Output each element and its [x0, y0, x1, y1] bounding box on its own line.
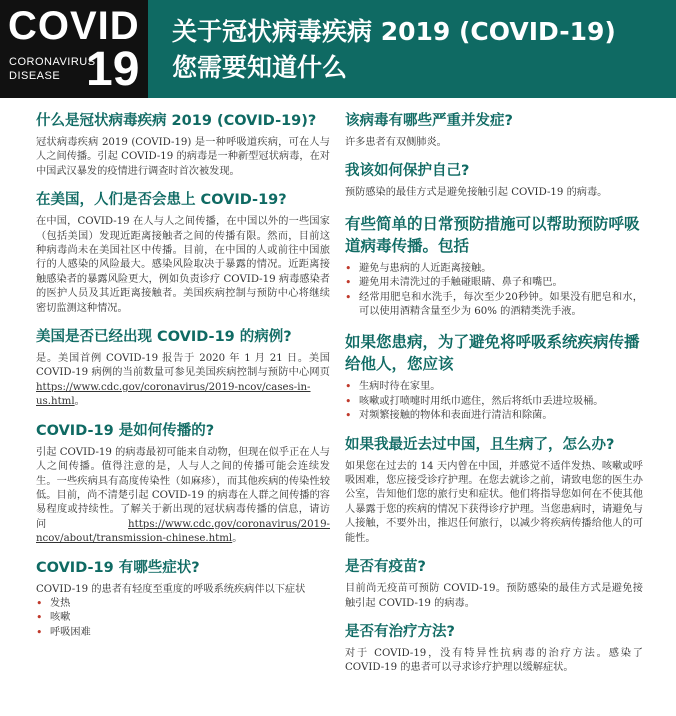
- section-us-cases: [36, 328, 330, 410]
- section-complications: [345, 112, 643, 150]
- section-body: [36, 446, 330, 547]
- list-item: • 对频繁接触的物体和表面进行清洁和除菌。: [345, 409, 643, 423]
- left-column: [36, 112, 330, 652]
- section-title: 该病毒有哪些严重并发症?: [345, 113, 513, 129]
- section-symptoms: [36, 559, 330, 641]
- section-treatment: [345, 623, 643, 676]
- section-title: 美国是否已经出现 COVID-19 的病例?: [36, 329, 292, 346]
- section-transmission: [36, 422, 330, 547]
- section-title: COVID-19 是如何传播的?: [36, 422, 215, 439]
- section-title: 有些简单的日常预防措施可以帮助预防呼吸道病毒传播。包括: [345, 214, 640, 255]
- prevention-list: [345, 262, 643, 320]
- section-body: 在中国，COVID-19 在人与人之间传播，在中国以外的一些国家（包括美国）发现近距离接触者之间的传播有限。然而，目前这种病毒尚未在美国社区中传播。目前，在中国的人或前往中国旅行的人感染的风险最大。感染风险取决于暴露的情况。近距离接触感染者的暴露风险更大，例如负责诊疗 COVID-19 病毒感染者的医护人员及其近距离接触者。美国疾病控制与预防中心将继续密切监测这种情况。: [36, 216, 330, 314]
- section-title: 我该如何保护自己?: [345, 163, 470, 180]
- section-vaccine: [345, 558, 643, 611]
- section-body: 预防感染的最佳方式是避免接触引起 COVID-19 的病毒。: [345, 187, 608, 199]
- logo-line1: CORONAVIRUS: [9, 56, 96, 68]
- section-title: COVID-19 有哪些症状?: [36, 559, 200, 576]
- list-item: • 避免用未清洗过的手触碰眼睛、鼻子和嘴巴。: [345, 276, 643, 290]
- section-body: 目前尚无疫苗可预防 COVID-19。预防感染的最佳方式是避免接触引起 COVID-19 的病毒。: [345, 583, 643, 609]
- logo-word: COVID: [8, 4, 140, 48]
- section-title: 什么是冠状病毒疾病 2019 (COVID-19)?: [36, 113, 317, 129]
- section-what-is-covid: [36, 112, 330, 179]
- section-title: 在美国，人们是否会患上 COVID-19?: [36, 192, 287, 209]
- if-sick-list: [345, 380, 643, 423]
- section-title: 是否有疫苗?: [345, 559, 426, 576]
- logo-number: 19: [86, 43, 140, 96]
- list-item: • 呼吸困难: [36, 626, 330, 640]
- page-header: [0, 0, 676, 98]
- section-title: 如果您患病，为了避免将呼吸系统疾病传播给他人，您应该: [345, 333, 640, 374]
- title-banner: [148, 0, 676, 98]
- section-us-risk: [36, 191, 330, 316]
- section-text-tail: 。: [232, 533, 243, 545]
- section-title: 如果我最近去过中国，且生病了，怎么办?: [345, 436, 615, 453]
- section-text: 引起 COVID-19 的病毒最初可能来自动物，但现在似乎正在人与人之间传播。值得注意的是，人与人之间的传播可能会连续发生。一些疾病具有高度传染性（如麻疹），而其他疾病的传染性较低。目前，尚不清楚引起 COVID-19 的病毒在人群之间传播的容易程度或持续性。了解关于新出现的冠状病毒传播的信息，请访问: [36, 446, 330, 530]
- section-text: 是。美国首例 COVID-19 报告于 2020 年 1 月 21 日。美国 COVID-19 病例的当前数量可参见美国疾病控制与预防中心网页: [36, 353, 330, 379]
- section-prevention: [345, 213, 643, 320]
- list-item: • 经常用肥皂和水洗手，每次至少20秒钟。如果没有肥皂和水，可以使用酒精含量至少为 60% 的酒精类洗手液。: [345, 291, 643, 320]
- section-body: [36, 352, 330, 410]
- section-body: COVID-19 的患者有轻度至重度的呼吸系统疾病伴以下症状: [36, 583, 306, 595]
- section-body: 冠状病毒疾病 2019 (COVID-19) 是一种呼吸道疾病，可在人与人之间传播。引起 COVID-19 的病毒是一种新型冠状病毒，在对中国武汉暴发的疫情进行调查时首次被发现。: [36, 137, 330, 177]
- list-item: • 生病时待在家里。: [345, 380, 643, 394]
- section-protect: [345, 162, 643, 200]
- logo-line2: DISEASE: [9, 70, 61, 82]
- cdc-cases-link[interactable]: https://www.cdc.gov/coronavirus/2019-ncov/cases-in-us.html: [36, 381, 311, 408]
- section-if-sick: [345, 331, 643, 423]
- section-title: 是否有治疗方法?: [345, 623, 455, 640]
- page-title: 关于冠状病毒疾病 2019 (COVID-19): [172, 17, 616, 46]
- list-item: • 咳嗽或打喷嚏时用纸巾遮住，然后将纸巾丢进垃圾桶。: [345, 395, 643, 409]
- section-body: 许多患者有双侧肺炎。: [345, 137, 447, 148]
- list-item: • 发热: [36, 597, 330, 611]
- list-item: • 避免与患病的人近距离接触。: [345, 262, 643, 276]
- cdc-transmission-link[interactable]: https://www.cdc.gov/coronavirus/2019-ncov/about/transmission-chinese.html: [36, 518, 330, 545]
- symptom-list: [36, 597, 330, 640]
- page-subtitle: 您需要知道什么: [172, 53, 348, 82]
- section-travel-china: [345, 436, 643, 546]
- section-body: 对于 COVID-19，没有特异性抗病毒的治疗方法。感染了 COVID-19 的患者可以寻求诊疗护理以缓解症状。: [345, 647, 643, 674]
- section-text-tail: 。: [74, 396, 85, 408]
- right-column: [345, 112, 643, 688]
- section-body: 如果您在过去的 14 天内曾在中国，并感觉不适伴发热、咳嗽或呼吸困难，您应接受诊疗护理。在您去就诊之前，请致电您的医生办公室，告知他们您的旅行史和症状。他们将指导您如何在不使其他人暴露于您的疾病的情况下获得诊疗护理。当您患病时，请避免与人接触，不要外出，推迟任何旅行，以减少将疾病传播给他人的可能性。: [345, 460, 643, 544]
- covid19-logo: [0, 0, 148, 98]
- list-item: • 咳嗽: [36, 611, 330, 625]
